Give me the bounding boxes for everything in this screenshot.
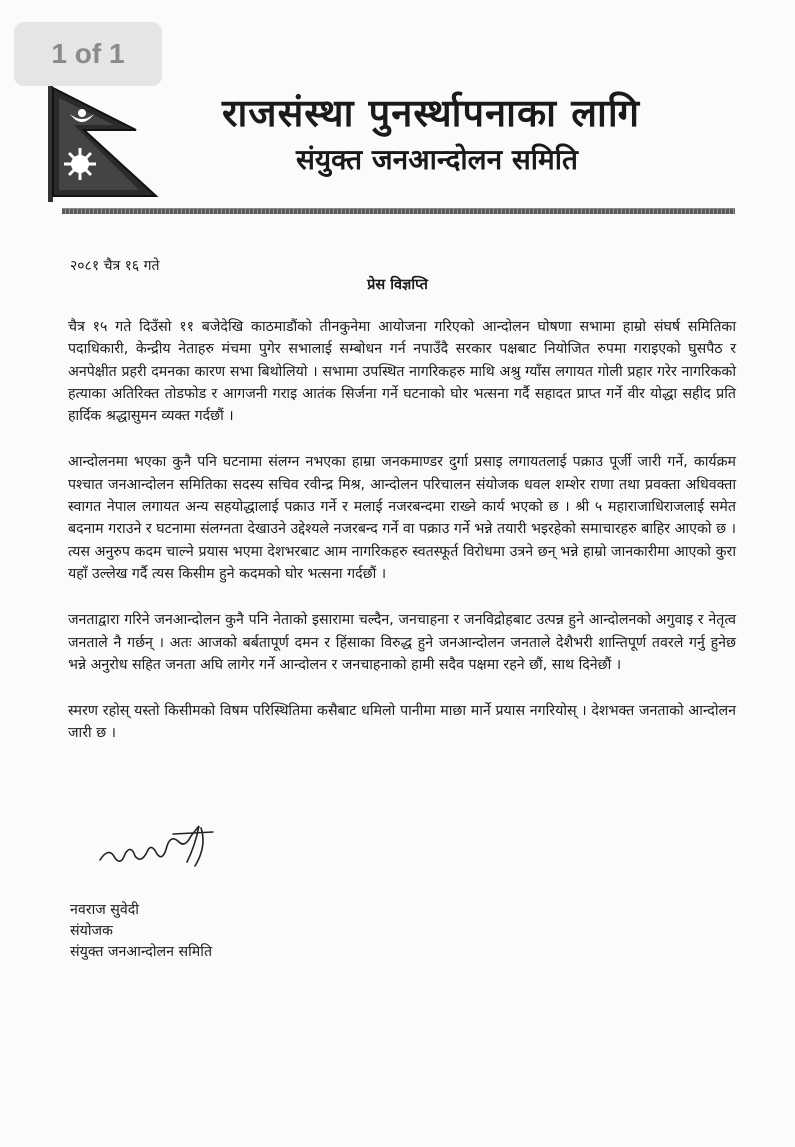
- document-date: २०८१ चैत्र १६ गते: [70, 258, 160, 274]
- paragraph: चैत्र १५ गते दिउँसो ११ बजेदेखि काठमाडौंको तीनकुनेमा आयोजना गरिएको आन्दोलन घोषणा सभामा हाम्रो संघर्ष समितिका पदाधिकारी, केन्द्रीय नेताहरु मंचमा पुगेर सभालाई सम्बोधन गर्न नपाउँदै सरकार पक्षबाट नियोजित रुपमा गराइएको घुसपैठ र अनपेक्षीत प्रहरी दमनका कारण सभा बिथोलियो । सभामा उपस्थित नागरिकहरु माथि अश्रु ग्याँस लगायत गोली प्रहार गरेर नागरिकको हत्याका अतिरिक्त तोडफोड र आगजनी गराइ आतंक सिर्जना गर्ने घटनाको घोर भत्सना गर्दै सहादत प्राप्त गर्ने वीर योद्धा सहीद प्रति हार्दिक श्रद्धासुमन व्यक्त गर्दछौं ।: [68, 319, 736, 425]
- signer-name: नवराज सुवेदी: [70, 902, 139, 918]
- document-heading: प्रेस विज्ञप्ति: [367, 277, 428, 293]
- letterhead-subtitle: संयुक्त जनआन्दोलन समिति: [296, 143, 578, 176]
- paragraph: आन्दोलनमा भएका कुनै पनि घटनामा संलग्न नभएका हाम्रा जनकमाण्डर दुर्गा प्रसाइ लगायतलाई पक्राउ पूर्जी जारी गर्ने, कार्यक्रम पश्चात जनआन्दोलन समितिका सदस्य सचिव रवीन्द्र मिश्र, आन्दोलन परिचालन संयोजक धवल शम्शेर राणा तथा प्रवक्ता अधिवक्ता स्वागत नेपाल लगायत अन्य सहयोद्धालाई पक्राउ गर्ने र मलाई नजरबन्दमा राख्ने कार्य भएको छ । श्री ५ महाराजाधिराजलाई समेत बदनाम गराउने र घटनामा संलग्नता देखाउने उद्देश्यले नजरबन्द गर्ने वा पक्राउ गर्ने भन्ने तयारी भइरहेको समाचारहरु बाहिर आएको छ । त्यस अनुरुप कदम चाल्ने प्रयास भएमा देशभरबाट आम नागरिकहरु स्वतस्फूर्त विरोधमा उत्रने छन् भन्ने हाम्रो जानकारीमा आएको कुरा यहाँ उल्लेख गर्दै त्यस किसीम हुने कदमको घोर भत्सना गर्दछौं ।: [68, 454, 736, 582]
- letterhead-title: राजसंस्था पुनर्स्थापनाका लागि: [222, 91, 641, 135]
- signer-block: [70, 900, 212, 963]
- paragraph: जनताद्वारा गरिने जनआन्दोलन कुनै पनि नेताको इसारामा चल्दैन, जनचाहना र जनविद्रोहबाट उत्पन्न हुने आन्दोलनको अगुवाइ र नेतृत्व जनताले नै गर्छन् । अतः आजको बर्बतापूर्ण दमन र हिंसाका विरुद्ध हुने जनआन्दोलन जनताले देशैभरी शान्तिपूर्ण तवरले गर्नु हुनेछ भन्ने अनुरोध सहित जनता अघि लागेर गर्ने आन्दोलन र जनचाहनाको हामी सदैव पक्षमा रहने छौं, साथ दिनेछौं ।: [68, 612, 736, 673]
- page-indicator: 1 of 1: [14, 22, 162, 86]
- nepal-flag-icon: [44, 84, 214, 204]
- document-body: [68, 316, 736, 769]
- signer-organization: संयुक्त जनआन्दोलन समिति: [70, 944, 213, 960]
- signer-role: संयोजक: [70, 923, 113, 939]
- header-divider: [62, 208, 735, 214]
- paragraph: स्मरण रहोस् यस्तो किसीमको विषम परिस्थितिमा कसैबाट धमिलो पानीमा माछा मार्ने प्रयास नगरियोस् । देशभक्त जनताको आन्दोलन जारी छ ।: [68, 703, 736, 742]
- handwritten-signature: [95, 816, 225, 876]
